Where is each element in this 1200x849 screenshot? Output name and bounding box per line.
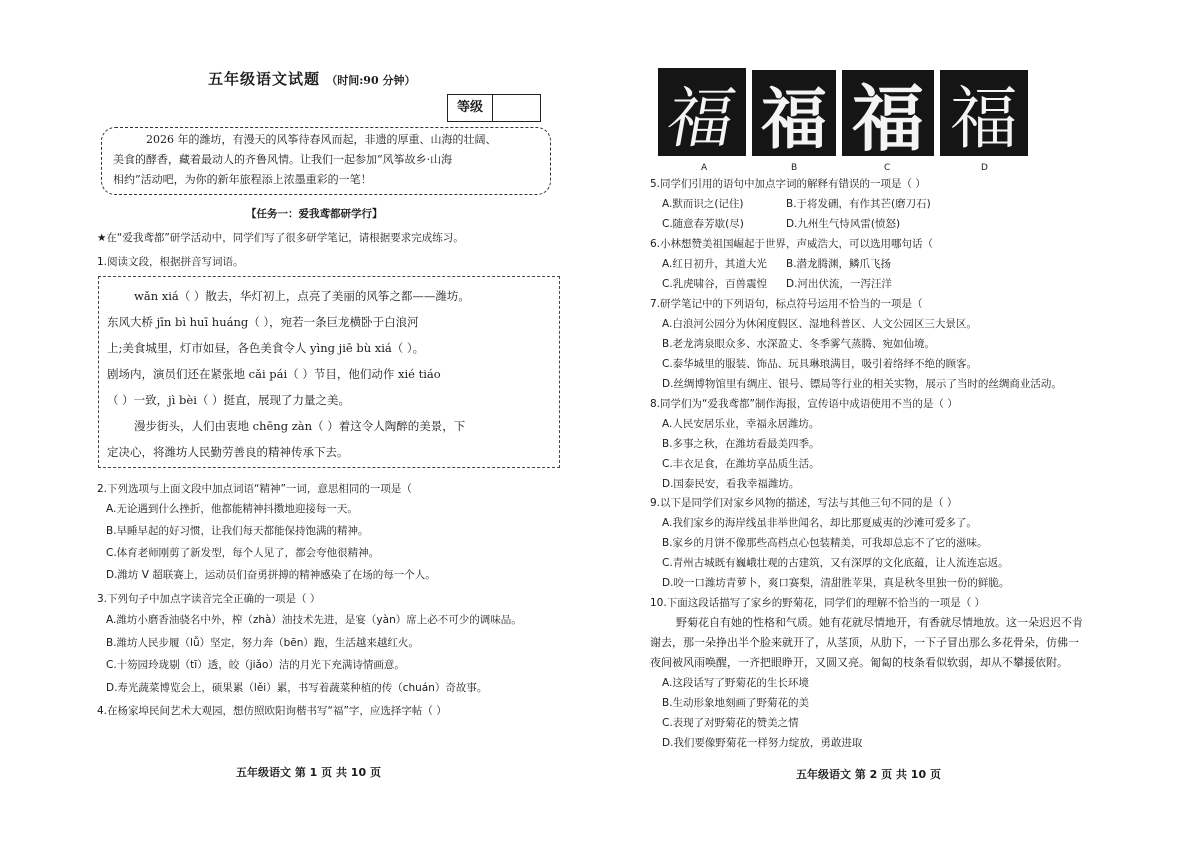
- q10-passage-line: 夜间被风雨唤醒，一齐把眼睁开，又圆又亮。匍匐的枝条看似软弱，却从不攀援依附。: [650, 656, 1068, 669]
- fu-glyph: 福: [851, 76, 924, 156]
- fu-label-d: D: [981, 163, 988, 173]
- page-footer-1: 五年级语文 第 1 页 共 10 页: [236, 766, 381, 779]
- q8-option-c[interactable]: C.丰衣足食，在潍坊享品质生活。: [662, 458, 820, 470]
- q10-option-c[interactable]: C.表现了对野菊花的赞美之情: [662, 717, 799, 729]
- q2-option-b[interactable]: B.早睡早起的好习惯，让我们每天都能保持饱满的精神。: [106, 525, 369, 537]
- fu-copybook-b[interactable]: [752, 70, 836, 156]
- question-9: 9.以下是同学们对家乡风物的描述，写法与其他三句不同的是（ ）: [650, 497, 958, 509]
- q6-option-c[interactable]: C.乳虎啸谷，百兽震惶: [662, 278, 768, 290]
- q9-option-d[interactable]: D.咬一口潍坊青萝卜，爽口赛梨，清甜胜苹果，真是秋冬里独一份的鲜脆。: [662, 577, 1010, 589]
- page-footer-2: 五年级语文 第 2 页 共 10 页: [796, 768, 941, 781]
- passage-line: 剧场内，演员们还在紧张地 cǎi pái（ ）节目，他们动作 xié tiáo: [107, 367, 441, 381]
- task1-instruction: ★在“爱我鸢都”研学活动中，同学们写了很多研学笔记，请根据要求完成练习。: [97, 232, 464, 244]
- question-7: 7.研学笔记中的下列语句，标点符号运用不恰当的一项是（: [650, 298, 923, 310]
- fu-copybook-d[interactable]: [940, 70, 1028, 156]
- q2-option-c[interactable]: C.体育老师刚剪了新发型，每个人见了，都会夸他很精神。: [106, 547, 380, 559]
- q3-option-a[interactable]: A.潍坊小磨香油骁名中外，榨（zhà）油技术先进，是宴（yàn）席上必不可少的调味品。: [106, 614, 522, 626]
- q9-option-a[interactable]: A.我们家乡的海岸线虽非举世闻名，却比那夏威夷的沙滩可爱多了。: [662, 517, 977, 529]
- q10-option-d[interactable]: D.我们要像野菊花一样努力绽放，勇敢进取: [662, 737, 863, 749]
- grade-label: 等级: [448, 95, 493, 121]
- q5-option-b[interactable]: B.于将发硎，有作其芒(磨刀石): [786, 198, 931, 210]
- q6-option-a[interactable]: A.红日初升，其道大光: [662, 258, 767, 270]
- grade-box: [447, 94, 541, 122]
- passage-line: 漫步街头，人们由衷地 chēng zàn（ ）着这令人陶醉的美景，下: [134, 419, 466, 433]
- fu-label-c: C: [884, 163, 891, 173]
- q10-option-b[interactable]: B.生动形象地刻画了野菊花的美: [662, 697, 810, 709]
- q3-option-b[interactable]: B.潍坊人民步履（lǚ）坚定，努力奔（bēn）跑，生活越来越红火。: [106, 637, 419, 649]
- question-4: 4.在杨家埠民间艺术大观园，想仿照欧阳询楷书写“福”字，应选择字帖（ ）: [97, 705, 447, 717]
- q7-option-c[interactable]: C.泰华城里的服装、饰品、玩具琳琅满目，吸引着络绎不绝的顾客。: [662, 358, 978, 370]
- q10-option-a[interactable]: A.这段话写了野菊花的生长环境: [662, 677, 809, 689]
- q3-option-d[interactable]: D.寿光蔬菜博览会上，硕果累（lěi）累，书写着蔬菜种植的传（chuán）奇故事。: [106, 682, 488, 694]
- intro-line: 2026 年的潍坊，有漫天的风筝待春风而起，非遗的厚重、山海的壮阔、: [146, 133, 497, 146]
- intro-line: 美食的酵香，藏着最动人的齐鲁风情。让我们一起参加“风筝故乡·山海: [113, 153, 453, 166]
- q10-passage-line: 野菊花自有她的性格和气质。她有花就尽情地开，有香就尽情地放。这一朵迟迟不肯: [676, 616, 1083, 629]
- exam-title: [208, 72, 415, 88]
- q10-passage-line: 谢去，那一朵挣出半个脸来就开了，从茎顶，从肋下，一下子冒出那么多花骨朵，仿佛一: [650, 636, 1079, 649]
- intro-line: 相约”活动吧，为你的新年旅程添上浓墨重彩的一笔！: [113, 173, 372, 186]
- task1-title: 【任务一：爱我鸢都研学行】: [246, 208, 383, 220]
- q7-option-d[interactable]: D.丝绸博物馆里有绸庄、银号、镖局等行业的相关实物，展示了当时的丝绸商业活动。: [662, 378, 1062, 390]
- q2-option-a[interactable]: A.无论遇到什么挫折，他都能精神抖擞地迎接每一天。: [106, 503, 358, 515]
- question-3: 3.下列句子中加点字读音完全正确的一项是（ ）: [97, 593, 321, 605]
- passage-line: wǎn xiá（ ）散去，华灯初上，点亮了美丽的风筝之都——潍坊。: [134, 289, 470, 303]
- exam-title-text: 五年级语文试题: [208, 70, 321, 88]
- exam-time: （时间:90 分钟）: [326, 74, 416, 87]
- q6-option-d[interactable]: D.河出伏流，一泻汪洋: [786, 278, 892, 290]
- q8-option-b[interactable]: B.多事之秋，在潍坊看最美四季。: [662, 438, 820, 450]
- passage-line: （ ）一致，jì bèi（ ）挺直，展现了力量之美。: [107, 393, 351, 407]
- q8-option-d[interactable]: D.国泰民安，看我幸福潍坊。: [662, 478, 800, 490]
- q5-option-c[interactable]: C.随意春芳歇(尽): [662, 218, 744, 230]
- q8-option-a[interactable]: A.人民安居乐业，幸福永居潍坊。: [662, 418, 820, 430]
- question-6: 6.小林想赞美祖国崛起于世界，声威浩大，可以选用哪句话（: [650, 238, 934, 250]
- fu-glyph: 福: [661, 79, 741, 156]
- q5-option-d[interactable]: D.九州生气恃风雷(愤怒): [786, 218, 901, 230]
- passage-line: 东风大桥 jīn bì huī huáng（ ），宛若一条巨龙横卧于白浪河: [107, 315, 419, 329]
- passage-line: 定决心，将潍坊人民勤劳善良的精神传承下去。: [107, 445, 349, 459]
- q6-option-b[interactable]: B.潜龙腾渊，鳞爪飞扬: [786, 258, 892, 270]
- fu-copybook-a[interactable]: [658, 68, 746, 156]
- question-5: 5.同学们引用的语句中加点字词的解释有错误的一项是（ ）: [650, 178, 926, 190]
- fu-glyph: 福: [761, 79, 827, 156]
- question-1: 1.阅读文段，根据拼音写词语。: [97, 256, 244, 268]
- fu-copybook-c[interactable]: [842, 70, 934, 156]
- question-8: 8.同学们为“爱我鸢都”制作海报，宣传语中成语使用不当的是（ ）: [650, 398, 958, 410]
- q2-option-d[interactable]: D.潍坊 V 超联赛上，运动员们奋勇拼搏的精神感染了在场的每一个人。: [106, 569, 436, 581]
- exam-page-2: [600, 0, 1200, 849]
- q3-option-c[interactable]: C.十笏园玲珑剔（tī）透，皎（jiǎo）洁的月光下充满诗情画意。: [106, 659, 405, 671]
- grade-input-cell[interactable]: [493, 95, 540, 121]
- question-10: 10.下面这段话描写了家乡的野菊花，同学们的理解不恰当的一项是（ ）: [650, 597, 986, 609]
- fu-label-b: B: [791, 163, 798, 173]
- passage-line: 上;美食城里，灯市如昼，各色美食令人 yìng jiē bù xiá（ ）。: [107, 341, 425, 355]
- q5-option-a[interactable]: A.默而识之(记住): [662, 198, 744, 210]
- q7-option-a[interactable]: A.白浪河公园分为休闲度假区、湿地科普区、人文公园区三大景区。: [662, 318, 977, 330]
- question-2: 2.下列选项与上面文段中加点词语“精神”一词，意思相同的一项是（: [97, 483, 412, 495]
- fu-glyph: 福: [949, 79, 1018, 156]
- q9-option-c[interactable]: C.青州古城既有巍峨壮观的古建筑，又有深厚的文化底蕴，让人流连忘返。: [662, 557, 1009, 569]
- q9-option-b[interactable]: B.家乡的月饼不像那些高档点心包装精美，可我却总忘不了它的滋味。: [662, 537, 988, 549]
- fu-label-a: A: [701, 163, 708, 173]
- q7-option-b[interactable]: B.老龙湾泉眼众多、水深盈丈、冬季雾气蒸腾、宛如仙境。: [662, 338, 936, 350]
